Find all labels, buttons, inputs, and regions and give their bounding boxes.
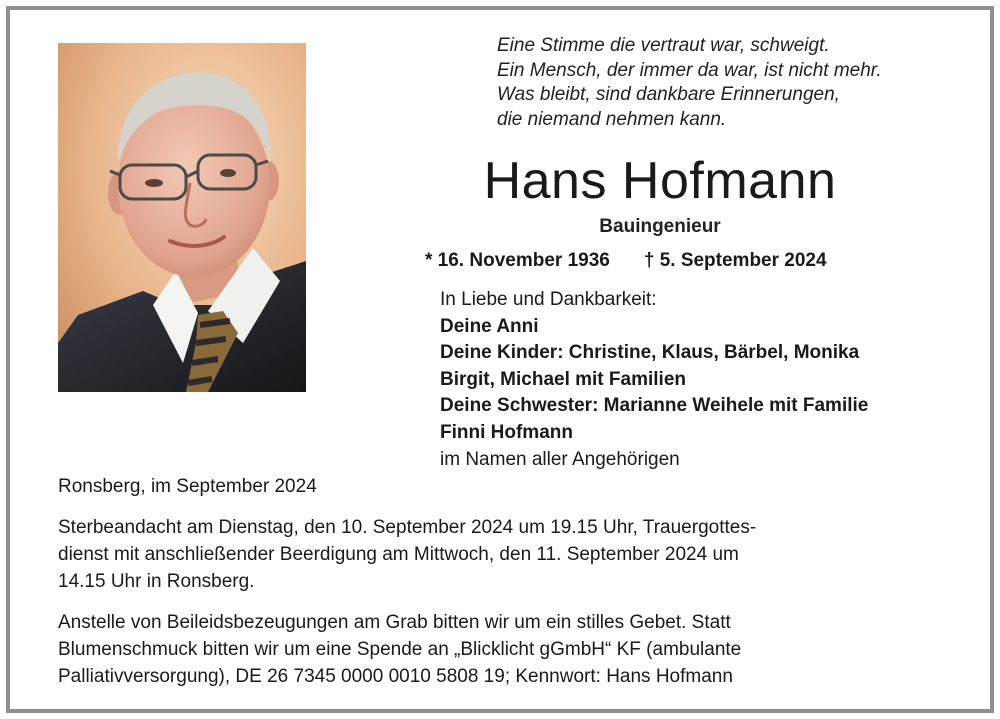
donation-request xyxy=(58,609,741,690)
memorial-poem xyxy=(497,34,882,132)
mourner-line: Deine Anni xyxy=(440,315,539,337)
mourners-intro: In Liebe und Dankbarkeit: xyxy=(440,289,657,310)
mourner-line: Deine Schwester: Marianne Weihele mit Familie xyxy=(440,395,869,417)
poem-line: Was bleibt, sind dankbare Erinnerungen, xyxy=(497,84,840,105)
mourner-line: Birgit, Michael mit Familien xyxy=(440,368,686,390)
deceased-profession: Bauingenieur xyxy=(599,216,721,237)
poem-line: die niemand nehmen kann. xyxy=(497,108,727,130)
mourner-line: Deine Kinder: Christine, Klaus, Bärbel, Monika xyxy=(440,342,860,364)
service-line: dienst mit anschließender Beerdigung am Mittwoch, den 11. September 2024 um xyxy=(58,544,739,565)
portrait-photo xyxy=(58,43,306,392)
mourners-outro: im Namen aller Angehörigen xyxy=(440,448,680,470)
service-line: 14.15 Uhr in Ronsberg. xyxy=(58,571,255,592)
poem-line: Ein Mensch, der immer da war, ist nicht mehr. xyxy=(497,59,882,81)
life-dates xyxy=(425,250,827,272)
place-and-date: Ronsberg, im September 2024 xyxy=(58,476,317,497)
deceased-name: Hans Hofmann xyxy=(483,152,837,210)
donation-line: Palliativversorgung), DE 26 7345 0000 0010 5808 19; Kennwort: Hans Hofmann xyxy=(58,666,733,687)
service-line: Sterbeandacht am Dienstag, den 10. September 2024 um 19.15 Uhr, Trauergottes- xyxy=(58,517,757,538)
poem-line: Eine Stimme die vertraut war, schweigt. xyxy=(497,35,830,56)
death-date: † 5. September 2024 xyxy=(643,250,827,271)
mourners-list xyxy=(440,287,868,473)
donation-line: Blumenschmuck bitten wir um eine Spende an „Blicklicht gGmbH“ KF (ambulante xyxy=(58,639,742,660)
birth-date: * 16. November 1936 xyxy=(425,250,610,271)
donation-line: Anstelle von Beileidsbezeugungen am Grab bitten wir um ein stilles Gebet. Statt xyxy=(58,612,731,633)
service-details xyxy=(58,514,756,595)
mourner-line: Finni Hofmann xyxy=(440,421,573,443)
